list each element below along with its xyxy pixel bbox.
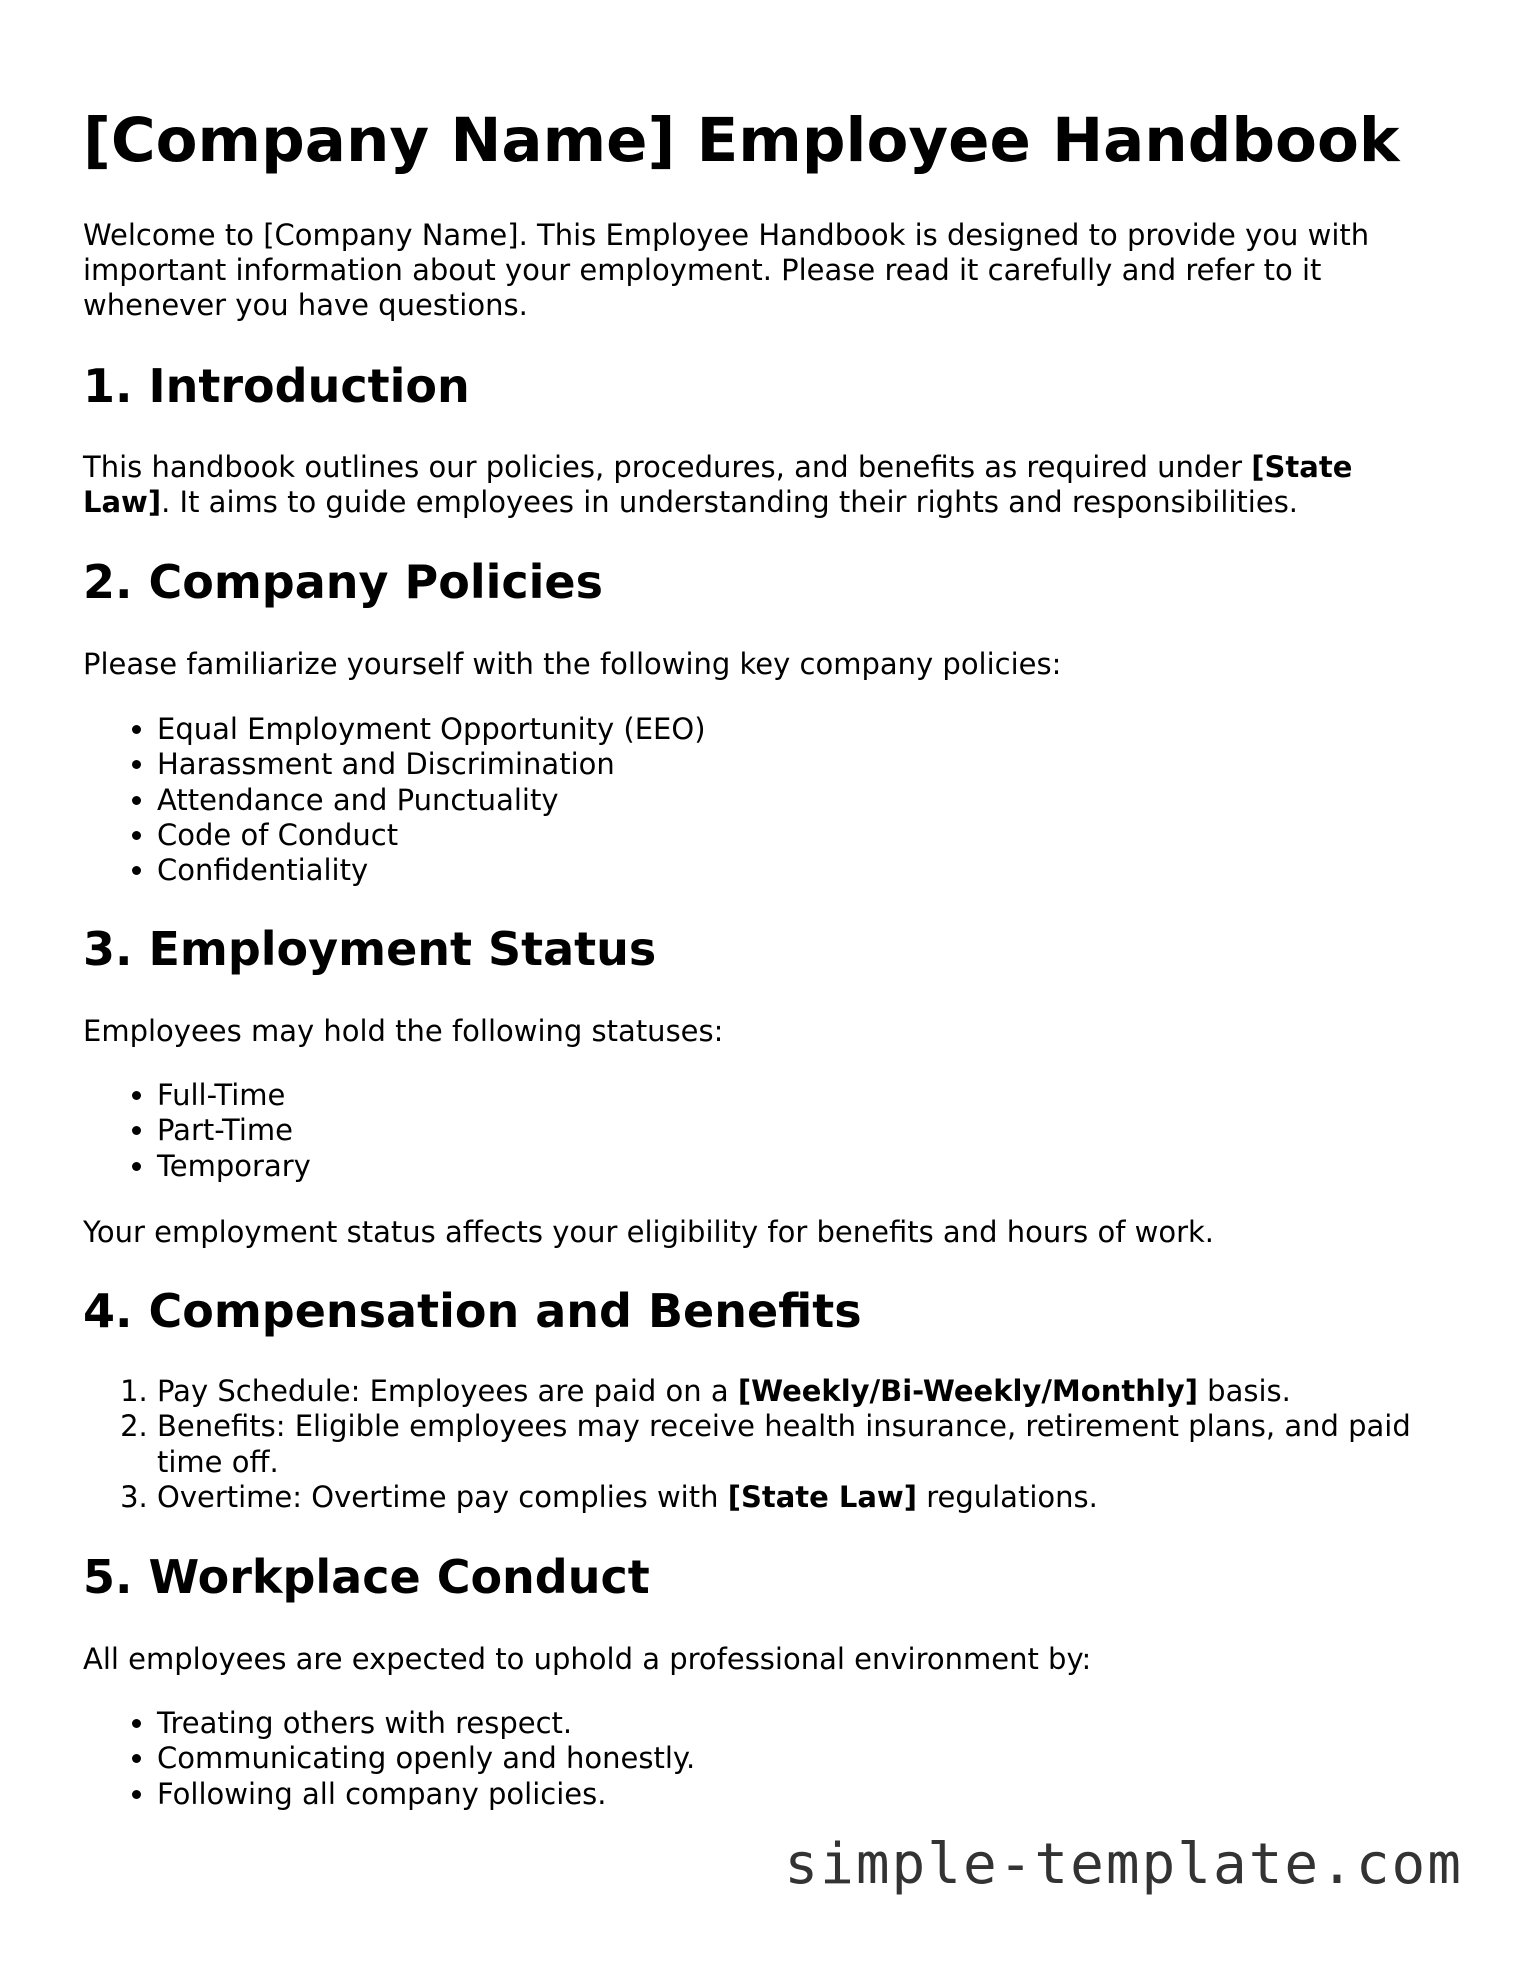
list-item: • Following all company policies.: [157, 1777, 1417, 1812]
section-heading-company-policies: 2. Company Policies: [83, 555, 603, 609]
section-heading-compensation: 4. Compensation and Benefits: [83, 1284, 862, 1338]
compensation-list: [83, 1374, 1417, 1515]
company-policies-list: [83, 712, 1417, 888]
workplace-conduct-lead: All employees are expected to uphold a professional environment by:: [83, 1642, 1092, 1676]
employment-status-list: [83, 1078, 1417, 1184]
list-item: • Harassment and Discrimination: [157, 747, 1417, 782]
list-item-text: Overtime: Overtime pay complies with: [157, 1479, 728, 1514]
introduction-text-before: This handbook outlines our policies, procedures, and benefits as required under: [83, 450, 1252, 484]
list-item: • Full-Time: [157, 1078, 1417, 1113]
employment-status-lead: Employees may hold the following statuses:: [83, 1014, 724, 1048]
list-item: • Treating others with respect.: [157, 1706, 1417, 1741]
workplace-conduct-list: [83, 1706, 1417, 1812]
watermark: simple-template.com: [784, 1832, 1463, 1897]
section-heading-workplace-conduct: 5. Workplace Conduct: [83, 1550, 650, 1604]
section-heading-employment-status: 3. Employment Status: [83, 922, 657, 976]
intro-paragraph: Welcome to [Company Name]. This Employee Handbook is designed to provide you with important information about your employment. Please read it carefully and refer to it whenever you have questions.: [83, 218, 1370, 322]
introduction-text-bold: [State Law]: [83, 450, 1353, 519]
section-heading-introduction: 1. Introduction: [83, 359, 470, 413]
list-item: [157, 1409, 1417, 1480]
list-item: [157, 1374, 1417, 1409]
introduction-paragraph: [83, 450, 1403, 520]
employment-status-closing: Your employment status affects your eligibility for benefits and hours of work.: [83, 1215, 1215, 1249]
list-item-text: Pay Schedule: Employees are paid on a: [157, 1374, 738, 1408]
list-item-text: basis.: [1197, 1374, 1291, 1408]
list-item: • Equal Employment Opportunity (EEO): [157, 712, 1417, 747]
list-item: • Part-Time: [157, 1113, 1417, 1148]
list-item-bold: [Weekly/Bi-Weekly/Monthly]: [737, 1374, 1198, 1408]
list-item: • Confidentiality: [157, 853, 1417, 888]
list-item: • Communicating openly and honestly.: [157, 1741, 1417, 1776]
list-item-text: Benefits: Eligible employees may receive health insurance, retirement plans, and paid time off.: [157, 1409, 1411, 1479]
list-item: • Code of Conduct: [157, 818, 1417, 853]
introduction-text-after: . It aims to guide employees in understanding their rights and responsibilities.: [161, 485, 1299, 519]
page-title: [Company Name] Employee Handbook: [83, 105, 1400, 176]
list-item: [157, 1480, 1417, 1515]
list-item-bold: [State Law]: [727, 1479, 917, 1514]
list-item-text: regulations.: [916, 1479, 1098, 1514]
list-item: • Temporary: [157, 1149, 1417, 1184]
company-policies-lead: Please familiarize yourself with the following key company policies:: [83, 647, 1062, 681]
list-item: • Attendance and Punctuality: [157, 783, 1417, 818]
